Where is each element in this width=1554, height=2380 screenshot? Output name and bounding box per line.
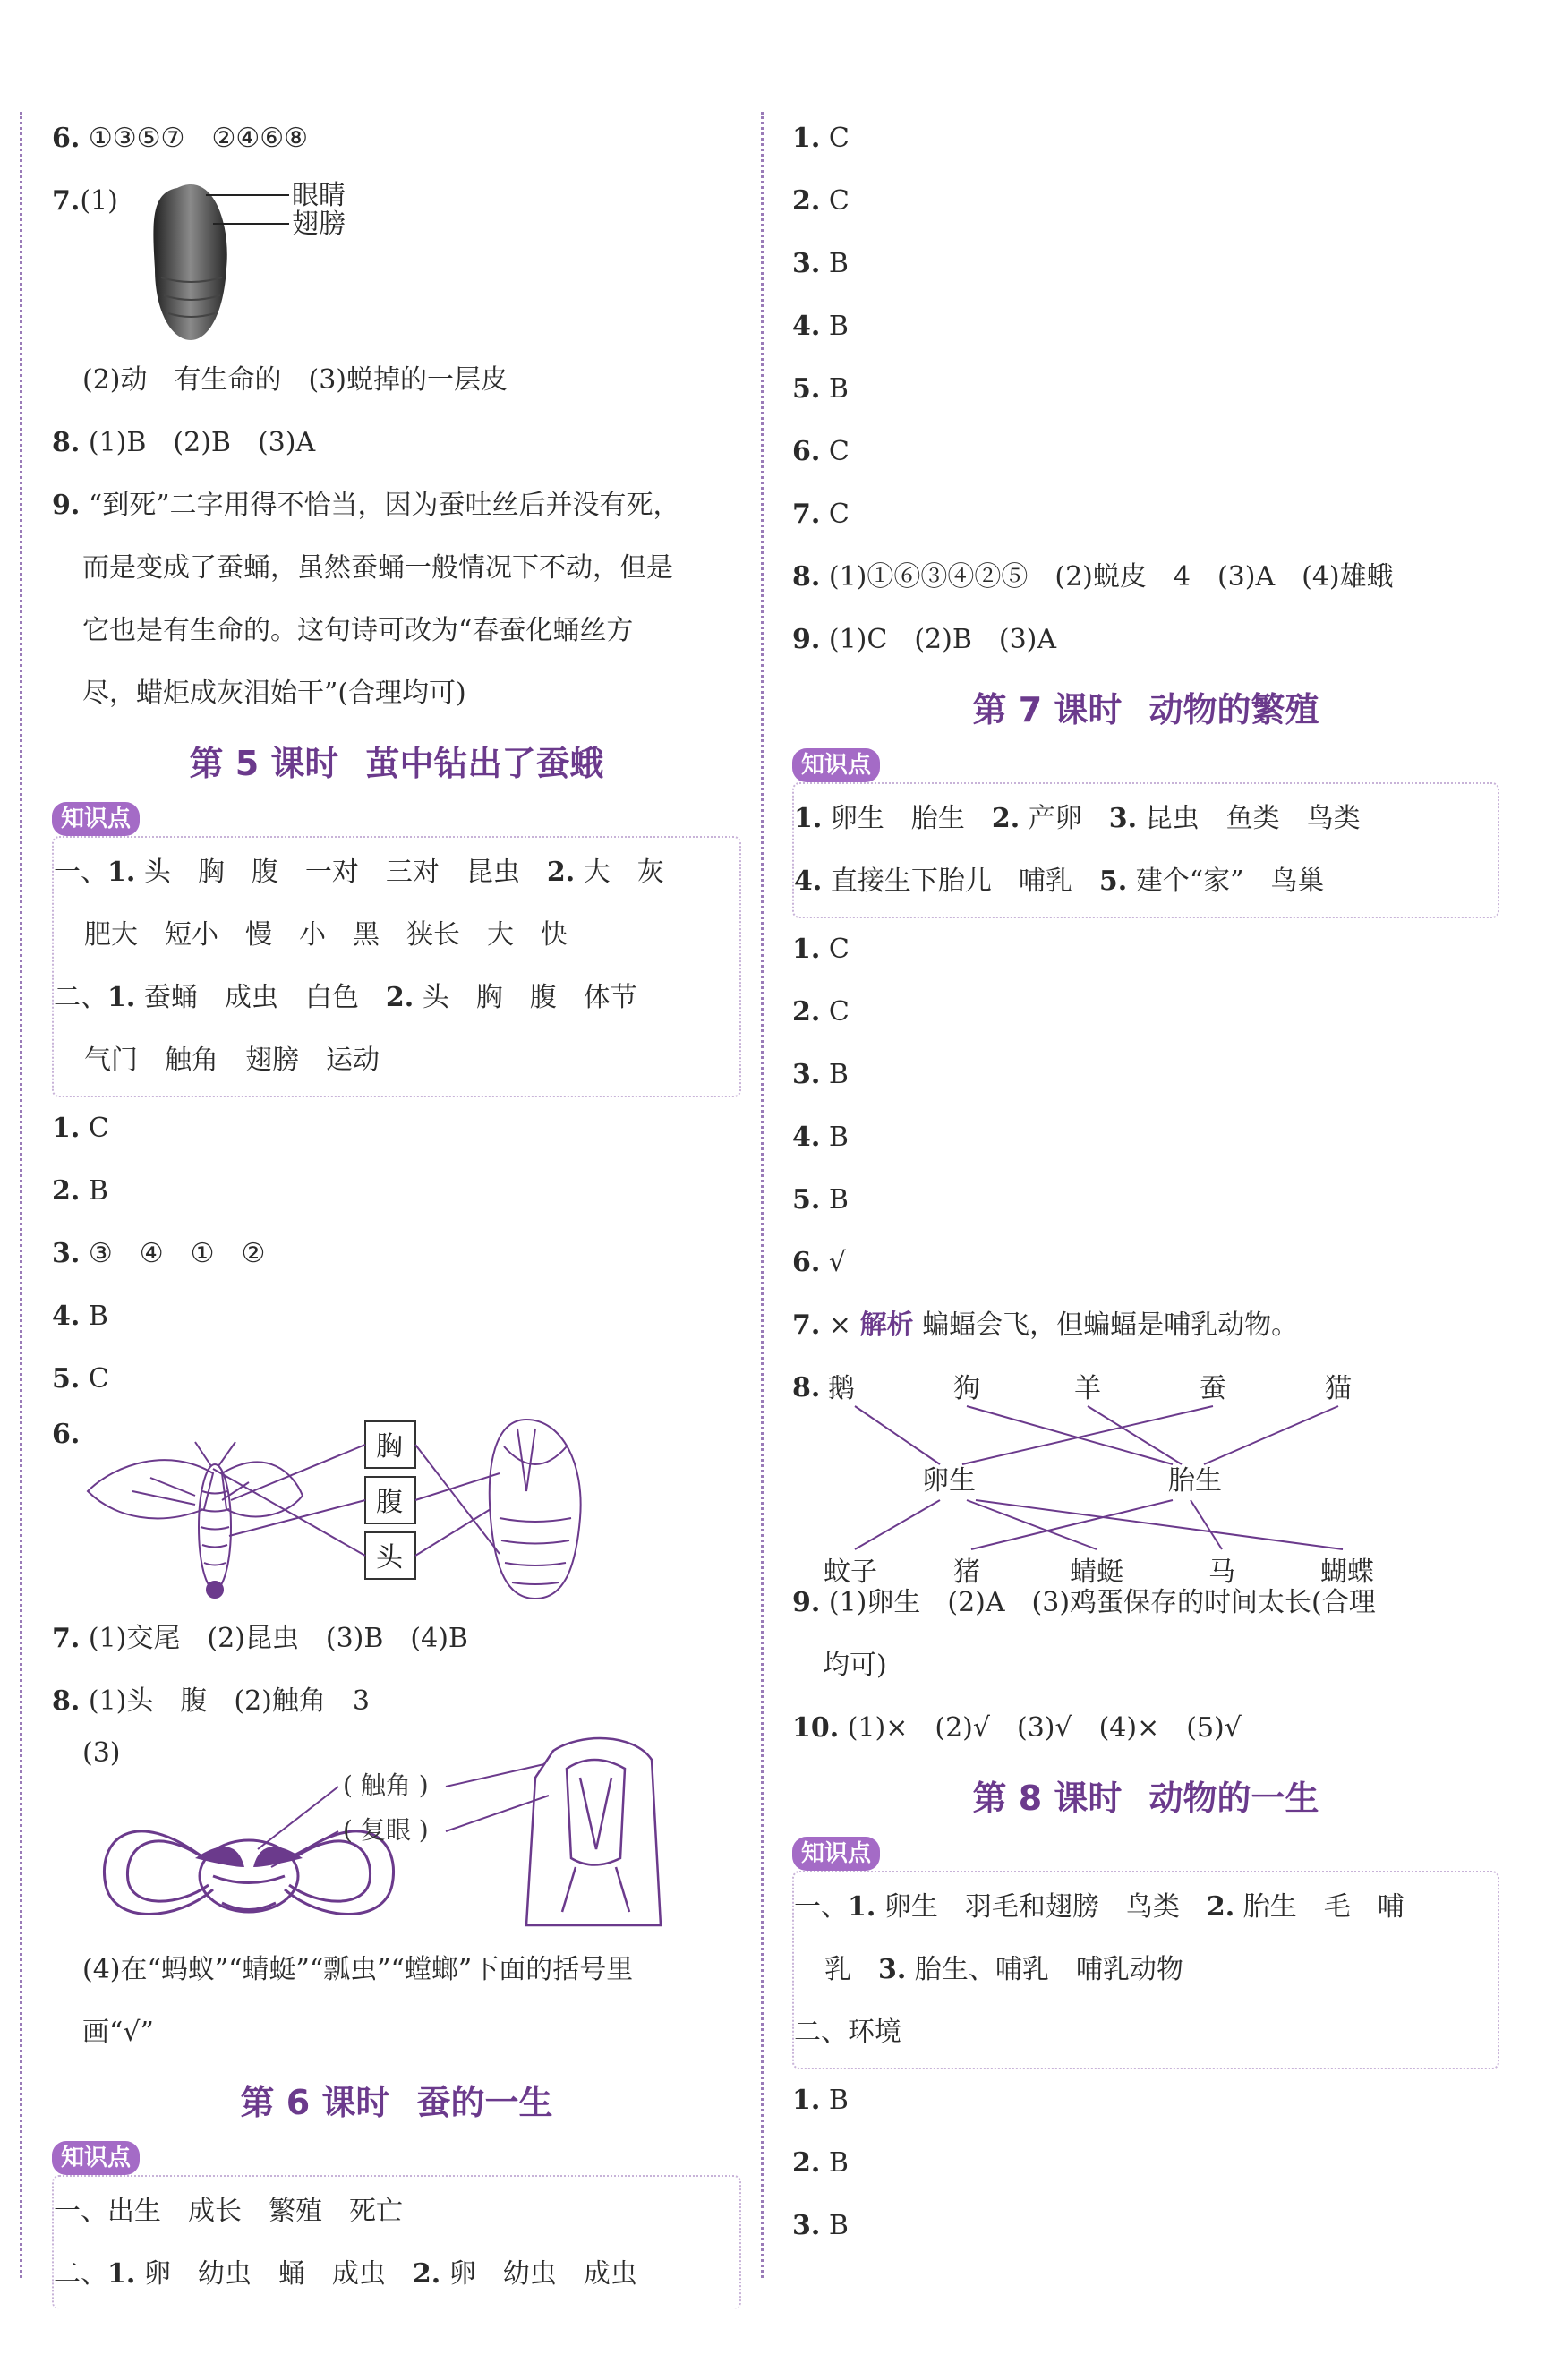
bottom-horse: 马 [1208, 1557, 1235, 1588]
label-wing: 翅膀 [292, 209, 346, 240]
label-antenna: ( 触角 ) [343, 1770, 429, 1800]
moth-pupa-matching-diagram [79, 1411, 705, 1608]
top-goose: 鹅 [828, 1373, 855, 1404]
silkworm-pupa-illustration [124, 170, 446, 349]
reproduction-matching-diagram [824, 1357, 1490, 1588]
answer-5-3: 3. ③ ④ ① ② [52, 1238, 266, 1269]
answer-5-2: 2. B [52, 1175, 108, 1207]
answer-7-4: 4. B [792, 1122, 849, 1153]
box-head: 头 [376, 1542, 403, 1574]
answer-5-5: 5. C [52, 1363, 109, 1395]
mid-oviparous: 卵生 [922, 1465, 976, 1497]
answer-7-10: 10. (1)× (2)√ (3)√ (4)× (5)√ [792, 1712, 1242, 1744]
knowledge-box-6: 一、出生 成长 繁殖 死亡 二、1. 卵 幼虫 蛹 成虫 2. 卵 幼虫 成虫 [52, 2175, 741, 2309]
answer-5-4: 4. B [52, 1301, 108, 1332]
top-sheep: 羊 [1074, 1373, 1101, 1404]
answer-5-6-figure: 6. 胸 腹 头 [52, 1411, 741, 1608]
bottom-butterfly: 蝴蝶 [1320, 1557, 1374, 1588]
lesson-7-title: 第 7 课时 动物的繁殖 [972, 690, 1319, 729]
top-dog: 狗 [953, 1373, 980, 1404]
answer-7-8-matching: 8. 鹅 狗 羊 蚕 猫 卵生 胎生 蚊子 猪 蜻蜓 马 蝴蝶 [792, 1357, 1499, 1572]
answer-5-8-part4b: 画“√” [82, 2017, 154, 2048]
answer-7-7: 7. × 解析 蝙蝠会飞，但蝙蝠是哺乳动物。 [792, 1309, 1299, 1341]
answer-5-8-part4a: (4)在“蚂蚁”“蜻蜓”“瓢虫”“螳螂”下面的括号里 [82, 1954, 634, 1985]
left-column [52, 107, 741, 2309]
answer-7-6: 6. √ [792, 1247, 846, 1278]
answer-5-7: 7. (1)交尾 (2)昆虫 (3)B (4)B [52, 1623, 468, 1654]
answer-7-1: 1. C [792, 934, 850, 965]
bottom-dragonfly: 蜻蜓 [1070, 1557, 1123, 1588]
knowledge-box-5: 一、1. 头 胸 腹 一对 三对 昆虫 2. 大 灰 肥大 短小 慢 小 黑 狭长 大 快 二、1. 蚕蛹 成虫 白色 2. 头 胸 腹 体节 气门 触角 翅膀 运动 [52, 836, 741, 1097]
answer-7-3: 3. B [792, 1059, 849, 1090]
answer-r-2: 2. C [792, 185, 850, 217]
analysis-tag: 解析 [859, 1309, 914, 1341]
bottom-mosquito: 蚊子 [824, 1557, 877, 1588]
answer-r-6: 6. C [792, 436, 850, 467]
answer-r-8: 8. (1)①⑥③④②⑤ (2)蜕皮 4 (3)A (4)雄蛾 [792, 561, 1394, 593]
answer-r-4: 4. B [792, 311, 849, 342]
answer-q8: 8. (1)B (2)B (3)A [52, 427, 316, 458]
knowledge-box-7: 1. 卵生 胎生 2. 产卵 3. 昆虫 鱼类 鸟类 4. 直接生下胎儿 哺乳 5. 建个“家” 鸟巢 [792, 782, 1499, 918]
answer-r-1: 1. C [792, 123, 850, 154]
mid-viviparous: 胎生 [1168, 1465, 1222, 1497]
knowledge-box-8: 一、1. 卵生 羽毛和翅膀 鸟类 2. 胎生 毛 哺 乳 3. 胎生、哺乳 哺乳动物 二、环境 [792, 1871, 1499, 2069]
label-eye: 眼睛 [292, 180, 346, 211]
answer-q6: 6. ①③⑤⑦ ②④⑥⑧ [52, 123, 309, 154]
moth-head-diagram [79, 1733, 723, 1939]
answer-7-5: 5. B [792, 1184, 849, 1216]
label-compound-eye: ( 复眼 ) [343, 1815, 429, 1845]
answer-8-2: 2. B [792, 2147, 849, 2179]
knowledge-badge-7: 知识点 [792, 748, 1499, 782]
lesson-6-title: 第 6 课时 蚕的一生 [240, 2083, 553, 2122]
right-column [792, 107, 1499, 2257]
answer-8-3: 3. B [792, 2210, 849, 2241]
answer-7-9-cont: 均可) [823, 1650, 887, 1681]
answer-q7-part2: (2)动 有生命的 (3)蜕掉的一层皮 [82, 364, 508, 396]
answer-q9: 9. “到死”二字用得不恰当，因为蚕吐丝后并没有死， 而是变成了蚕蛹，虽然蚕蛹一般情况下不动，但是 它也是有生命的。这句诗可改为“春蚕化蛹丝方 尽，蜡炬成灰泪始干”(合理均可) [52, 490, 680, 709]
answer-5-8-figure: (3) ( 触角 ) ( 复眼 ) [52, 1733, 741, 1939]
answer-r-3: 3. B [792, 248, 849, 279]
answer-5-8: 8. (1)头 腹 (2)触角 3 [52, 1685, 370, 1717]
answer-7-2: 2. C [792, 996, 850, 1028]
answer-r-9: 9. (1)C (2)B (3)A [792, 624, 1057, 655]
answer-q7-figure: 7.(1) 眼睛 翅膀 [52, 170, 741, 349]
box-abdomen: 腹 [376, 1487, 403, 1518]
box-chest: 胸 [376, 1431, 403, 1463]
knowledge-badge: 知识点 [52, 802, 741, 836]
answer-r-7: 7. C [792, 499, 850, 530]
answer-5-1: 1. C [52, 1113, 109, 1144]
knowledge-badge-8: 知识点 [792, 1837, 1499, 1871]
left-dotted-rule [20, 112, 22, 2278]
answer-r-5: 5. B [792, 373, 849, 405]
top-silkworm: 蚕 [1200, 1373, 1226, 1404]
knowledge-badge-6: 知识点 [52, 2141, 741, 2175]
top-cat: 猫 [1325, 1373, 1352, 1404]
bottom-pig: 猪 [953, 1557, 980, 1588]
lesson-8-title: 第 8 课时 动物的一生 [972, 1779, 1319, 1818]
answer-8-1: 1. B [792, 2085, 849, 2116]
column-divider [761, 112, 764, 2278]
answer-7-9: 9. (1)卵生 (2)A (3)鸡蛋保存的时间太长(合理 [792, 1587, 1376, 1618]
lesson-5-title: 第 5 课时 茧中钻出了蚕蛾 [189, 744, 604, 783]
